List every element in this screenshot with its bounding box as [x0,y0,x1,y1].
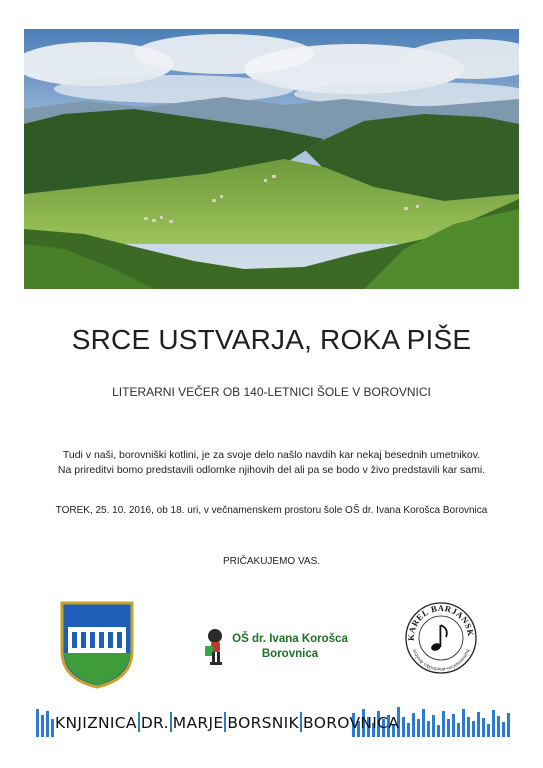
intro-line: Na prireditvi bomo predstavili odlomke njihovih del ali pa se bodo v živo predstavili kar sami. [57,464,486,476]
library-name-word: BORSNIK [227,714,300,732]
school-name-line: OŠ dr. Ivana Korošca [232,633,348,645]
school-name [228,632,352,662]
library-name-word: BOROVNICA [303,714,400,732]
intro-line: Tudi v naši, borovniški kotlini, je za svoje delo našlo navdih kar nekaj besednih umetnikov. [62,449,481,461]
valley-landscape-icon [24,29,519,289]
society-subtitle-text: humanistično-umetniško društvo [411,648,471,673]
page-title: SRCE USTVARJA, ROKA PIŠE [71,324,472,355]
society-name-text: KAREL BARJANSK [405,602,477,641]
page-subtitle: LITERARNI VEČER OB 140-LETNICI ŠOLE V BOROVNICI [112,385,431,399]
borovnica-coat-of-arms-icon [60,601,134,689]
library-name-word: DR. [140,714,169,732]
school-mascot-icon [202,628,228,666]
intro-paragraph [0,448,543,478]
library-banner [0,705,543,739]
school-logo [202,628,352,668]
library-name-word: MARJE [172,714,224,732]
event-details: TOREK, 25. 10. 2016, ob 18. uri, v večnamenskem prostoru šole OŠ dr. Ivana Korošca Borovnica [55,505,488,516]
school-name-line: Borovnica [261,648,319,660]
library-name-word: KNJIZNICA [55,714,137,732]
karel-barjanski-society-logo [404,601,478,675]
library-name [55,712,400,732]
closing-text: PRIČAKUJEMO VAS. [222,556,321,567]
hero-landscape-image [24,29,519,289]
